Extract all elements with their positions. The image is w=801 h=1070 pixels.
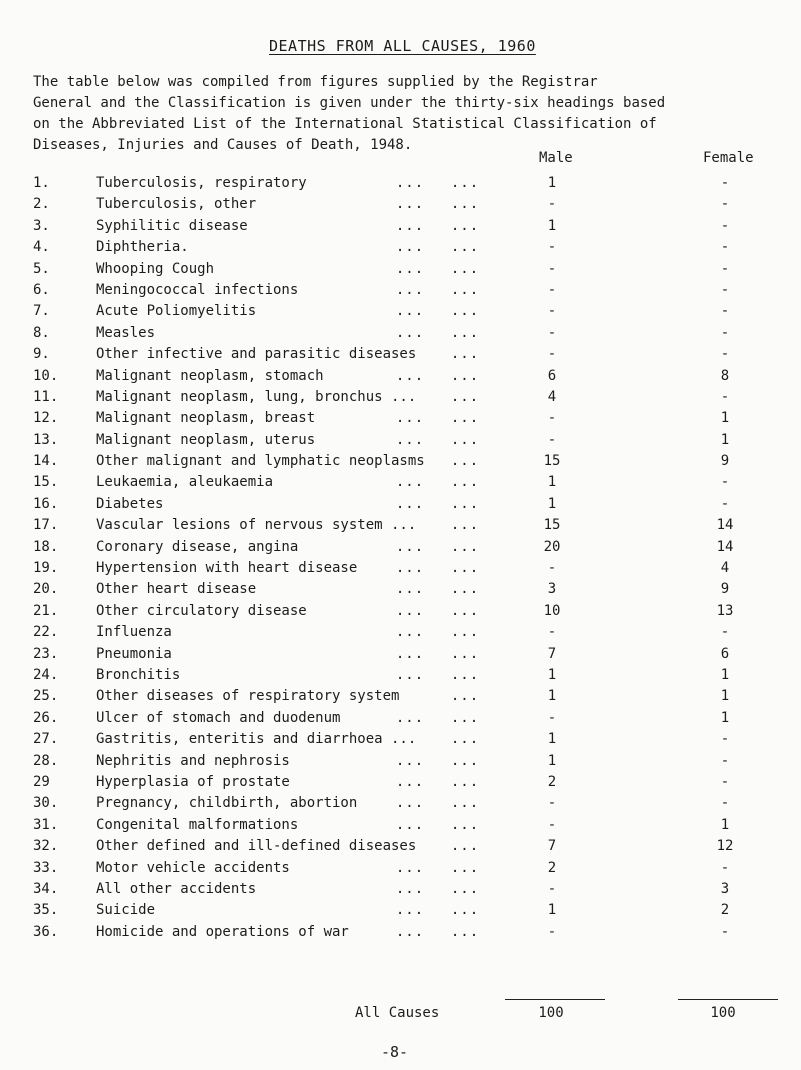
female-count: - [720, 495, 730, 512]
cause-name: Hypertension with heart disease [96, 560, 358, 577]
male-count: 1 [547, 731, 557, 748]
table-row [0, 601, 801, 622]
cause-name: Motor vehicle accidents [96, 859, 290, 876]
cause-name: Homicide and operations of war [96, 923, 349, 940]
table-row [0, 793, 801, 814]
leader-dots: ... [395, 602, 425, 619]
cause-name: Measles [96, 324, 156, 341]
row-number: 32. [33, 838, 59, 855]
male-count: - [547, 431, 557, 448]
cause-name: Other infective and parasitic diseases [96, 346, 417, 363]
male-count: - [547, 795, 557, 812]
table-row [0, 622, 801, 643]
male-count: 2 [547, 859, 557, 876]
leader-dots: ... [395, 859, 425, 876]
leader-dots: ... [450, 196, 480, 213]
leader-dots: ... [395, 880, 425, 897]
row-number: 20. [33, 581, 59, 598]
row-number: 23. [33, 645, 59, 662]
leader-dots: ... [450, 281, 480, 298]
leader-dots: ... [395, 303, 425, 320]
cause-name: Bronchitis [96, 666, 181, 683]
male-count: 1 [547, 902, 557, 919]
leader-dots: ... [395, 773, 425, 790]
leader-dots: ... [450, 260, 480, 277]
leader-dots: ... [450, 239, 480, 256]
leader-dots: ... [450, 602, 480, 619]
page-number: -8- [381, 1043, 409, 1061]
row-number: 4. [33, 239, 50, 256]
cause-name: Hyperplasia of prostate [96, 773, 290, 790]
row-number: 35. [33, 902, 59, 919]
female-count: 1 [720, 816, 730, 833]
cause-name: Vascular lesions of nervous system ... [96, 517, 417, 534]
leader-dots: ... [395, 175, 425, 191]
male-count: - [547, 260, 557, 277]
row-number: 17. [33, 517, 59, 534]
male-count: 1 [547, 217, 557, 234]
row-number: 6. [33, 281, 50, 298]
male-count: 7 [547, 645, 557, 662]
table-row [0, 237, 801, 258]
leader-dots: ... [450, 431, 480, 448]
female-count: - [720, 731, 730, 748]
leader-dots: ... [395, 560, 425, 577]
row-number: 5. [33, 260, 50, 277]
female-count: - [720, 474, 730, 491]
leader-dots: ... [450, 838, 480, 855]
leader-dots: ... [450, 923, 480, 940]
female-count: 1 [720, 666, 730, 683]
leader-dots: ... [450, 688, 480, 705]
cause-name: Other malignant and lymphatic neoplasms [96, 453, 425, 470]
row-number: 3. [33, 217, 50, 234]
male-count: 1 [547, 474, 557, 491]
cause-name: Congenital malformations [96, 816, 299, 833]
female-count: - [720, 303, 730, 320]
leader-dots: ... [450, 816, 480, 833]
leader-dots: ... [450, 624, 480, 641]
leader-dots: ... [395, 324, 425, 341]
female-count: - [720, 795, 730, 812]
female-count: 2 [720, 902, 730, 919]
intro-line: Diseases, Injuries and Causes of Death, 1948. [33, 137, 413, 153]
leader-dots: ... [395, 410, 425, 427]
table-row [0, 558, 801, 579]
leader-dots: ... [395, 645, 425, 662]
cause-name: Diabetes [96, 495, 164, 512]
leader-dots: ... [450, 175, 480, 191]
table-row [0, 686, 801, 707]
row-number: 33. [33, 859, 59, 876]
female-count: - [720, 859, 730, 876]
cause-name: Malignant neoplasm, uterus [96, 431, 316, 448]
row-number: 10. [33, 367, 59, 384]
leader-dots: ... [450, 752, 480, 769]
row-number: 30. [33, 795, 59, 812]
cause-name: Pneumonia [96, 645, 172, 662]
leader-dots: ... [450, 581, 480, 598]
intro-paragraph [33, 72, 783, 156]
intro-line: on the Abbreviated List of the International Statistical Classification of [33, 116, 657, 132]
leader-dots: ... [395, 196, 425, 213]
table-row [0, 836, 801, 857]
table-row [0, 430, 801, 451]
male-count: - [547, 624, 557, 641]
table-row [0, 259, 801, 280]
female-count: - [720, 624, 730, 641]
male-count: - [547, 709, 557, 726]
male-count: 3 [547, 581, 557, 598]
leader-dots: ... [450, 367, 480, 384]
leader-dots: ... [450, 453, 480, 470]
total-label: All Causes [355, 1005, 440, 1021]
male-count: 15 [543, 517, 561, 534]
cause-name: Meningococcal infections [96, 281, 299, 298]
row-number: 7. [33, 303, 50, 320]
leader-dots: ... [450, 859, 480, 876]
male-count: - [547, 880, 557, 897]
female-count: - [720, 175, 730, 191]
row-number: 26. [33, 709, 59, 726]
female-count: 4 [720, 560, 730, 577]
female-count: 1 [720, 688, 730, 705]
leader-dots: ... [450, 645, 480, 662]
male-count: 7 [547, 838, 557, 855]
row-number: 11. [33, 388, 59, 405]
leader-dots: ... [395, 666, 425, 683]
leader-dots: ... [395, 281, 425, 298]
female-count: 9 [720, 581, 730, 598]
row-number: 31. [33, 816, 59, 833]
total-male: 100 [538, 1005, 564, 1021]
leader-dots: ... [450, 538, 480, 555]
cause-name: Other diseases of respiratory system [96, 688, 400, 705]
table-row [0, 301, 801, 322]
female-count: - [720, 260, 730, 277]
female-count: - [720, 346, 730, 363]
table-row [0, 922, 801, 943]
table-row [0, 515, 801, 536]
row-number: 34. [33, 880, 59, 897]
leader-dots: ... [450, 795, 480, 812]
female-count: - [720, 388, 730, 405]
male-count: - [547, 239, 557, 256]
leader-dots: ... [395, 795, 425, 812]
row-number: 28. [33, 752, 59, 769]
cause-name: Diphtheria. [96, 239, 189, 256]
row-number: 15. [33, 474, 59, 491]
leader-dots: ... [450, 666, 480, 683]
female-count: 14 [716, 517, 734, 534]
table-row [0, 173, 801, 194]
leader-dots: ... [450, 709, 480, 726]
leader-dots: ... [450, 902, 480, 919]
leader-dots: ... [395, 538, 425, 555]
cause-name: Acute Poliomyelitis [96, 303, 257, 320]
row-number: 29 [33, 773, 50, 790]
male-count: 1 [547, 752, 557, 769]
leader-dots: ... [395, 902, 425, 919]
female-count: 1 [720, 431, 730, 448]
table-row [0, 665, 801, 686]
male-count: - [547, 410, 557, 427]
leader-dots: ... [395, 495, 425, 512]
leader-dots: ... [450, 324, 480, 341]
table-row [0, 472, 801, 493]
leader-dots: ... [395, 624, 425, 641]
row-number: 18. [33, 538, 59, 555]
cause-name: Influenza [96, 624, 172, 641]
leader-dots: ... [395, 709, 425, 726]
row-number: 22. [33, 624, 59, 641]
male-count: 2 [547, 773, 557, 790]
female-count: 14 [716, 538, 734, 555]
male-count: 1 [547, 175, 557, 191]
cause-name: Pregnancy, childbirth, abortion [96, 795, 358, 812]
leader-dots: ... [450, 410, 480, 427]
causes-table [0, 173, 801, 943]
leader-dots: ... [450, 560, 480, 577]
male-count: 1 [547, 495, 557, 512]
cause-name: Coronary disease, angina [96, 538, 299, 555]
female-count: - [720, 281, 730, 298]
leader-dots: ... [395, 431, 425, 448]
leader-dots: ... [450, 474, 480, 491]
cause-name: Tuberculosis, other [96, 196, 257, 213]
female-count: 6 [720, 645, 730, 662]
male-count: - [547, 560, 557, 577]
row-number: 1. [33, 175, 50, 191]
total-rule-female [678, 999, 778, 1000]
row-number: 8. [33, 324, 50, 341]
leader-dots: ... [450, 303, 480, 320]
row-number: 14. [33, 453, 59, 470]
table-row [0, 194, 801, 215]
row-number: 27. [33, 731, 59, 748]
leader-dots: ... [450, 217, 480, 234]
male-count: - [547, 196, 557, 213]
leader-dots: ... [395, 923, 425, 940]
cause-name: Leukaemia, aleukaemia [96, 474, 274, 491]
leader-dots: ... [450, 495, 480, 512]
male-count: 6 [547, 367, 557, 384]
total-female: 100 [710, 1005, 736, 1021]
leader-dots: ... [450, 346, 480, 363]
cause-name: Other defined and ill-defined diseases [96, 838, 417, 855]
table-row [0, 366, 801, 387]
female-count: 3 [720, 880, 730, 897]
table-row [0, 451, 801, 472]
male-count: - [547, 346, 557, 363]
leader-dots: ... [395, 260, 425, 277]
table-row [0, 494, 801, 515]
leader-dots: ... [395, 581, 425, 598]
column-header-female: Female [703, 150, 754, 166]
row-number: 16. [33, 495, 59, 512]
female-count: - [720, 923, 730, 940]
female-count: 8 [720, 367, 730, 384]
female-count: 1 [720, 410, 730, 427]
leader-dots: ... [450, 388, 480, 405]
intro-line: The table below was compiled from figures supplied by the Registrar [33, 74, 598, 90]
leader-dots: ... [395, 752, 425, 769]
table-row [0, 772, 801, 793]
row-number: 9. [33, 346, 50, 363]
table-row [0, 579, 801, 600]
male-count: 15 [543, 453, 561, 470]
cause-name: Nephritis and nephrosis [96, 752, 290, 769]
row-number: 21. [33, 602, 59, 619]
cause-name: All other accidents [96, 880, 257, 897]
female-count: 12 [716, 838, 734, 855]
total-rule-male [505, 999, 605, 1000]
cause-name: Gastritis, enteritis and diarrhoea ... [96, 731, 417, 748]
male-count: - [547, 923, 557, 940]
table-row [0, 644, 801, 665]
female-count: - [720, 239, 730, 256]
male-count: 1 [547, 666, 557, 683]
table-row [0, 858, 801, 879]
row-number: 19. [33, 560, 59, 577]
table-row [0, 900, 801, 921]
male-count: - [547, 281, 557, 298]
table-row [0, 323, 801, 344]
cause-name: Whooping Cough [96, 260, 215, 277]
leader-dots: ... [395, 217, 425, 234]
female-count: - [720, 752, 730, 769]
table-row [0, 387, 801, 408]
row-number: 36. [33, 923, 59, 940]
leader-dots: ... [395, 239, 425, 256]
female-count: - [720, 196, 730, 213]
female-count: - [720, 773, 730, 790]
intro-line: General and the Classification is given under the thirty-six headings based [33, 95, 666, 111]
table-row [0, 280, 801, 301]
table-row [0, 708, 801, 729]
row-number: 2. [33, 196, 50, 213]
table-row [0, 408, 801, 429]
leader-dots: ... [450, 517, 480, 534]
row-number: 25. [33, 688, 59, 705]
row-number: 24. [33, 666, 59, 683]
table-row [0, 879, 801, 900]
female-count: - [720, 217, 730, 234]
column-header-male: Male [539, 150, 573, 166]
table-row [0, 537, 801, 558]
leader-dots: ... [395, 816, 425, 833]
cause-name: Suicide [96, 902, 156, 919]
male-count: 10 [543, 602, 561, 619]
cause-name: Malignant neoplasm, stomach [96, 367, 324, 384]
female-count: - [720, 324, 730, 341]
cause-name: Syphilitic disease [96, 217, 248, 234]
leader-dots: ... [450, 731, 480, 748]
cause-name: Other circulatory disease [96, 602, 307, 619]
male-count: 4 [547, 388, 557, 405]
male-count: - [547, 816, 557, 833]
cause-name: Malignant neoplasm, lung, bronchus ... [96, 388, 417, 405]
leader-dots: ... [395, 474, 425, 491]
table-row [0, 751, 801, 772]
female-count: 1 [720, 709, 730, 726]
cause-name: Malignant neoplasm, breast [96, 410, 316, 427]
leader-dots: ... [450, 880, 480, 897]
leader-dots: ... [450, 773, 480, 790]
male-count: 1 [547, 688, 557, 705]
table-row [0, 216, 801, 237]
cause-name: Other heart disease [96, 581, 257, 598]
page-title: DEATHS FROM ALL CAUSES, 1960 [269, 37, 536, 55]
row-number: 12. [33, 410, 59, 427]
female-count: 9 [720, 453, 730, 470]
male-count: 20 [543, 538, 561, 555]
cause-name: Tuberculosis, respiratory [96, 175, 307, 191]
row-number: 13. [33, 431, 59, 448]
leader-dots: ... [395, 367, 425, 384]
male-count: - [547, 303, 557, 320]
table-row [0, 815, 801, 836]
female-count: 13 [716, 602, 734, 619]
male-count: - [547, 324, 557, 341]
table-row [0, 344, 801, 365]
table-row [0, 729, 801, 750]
cause-name: Ulcer of stomach and duodenum [96, 709, 341, 726]
